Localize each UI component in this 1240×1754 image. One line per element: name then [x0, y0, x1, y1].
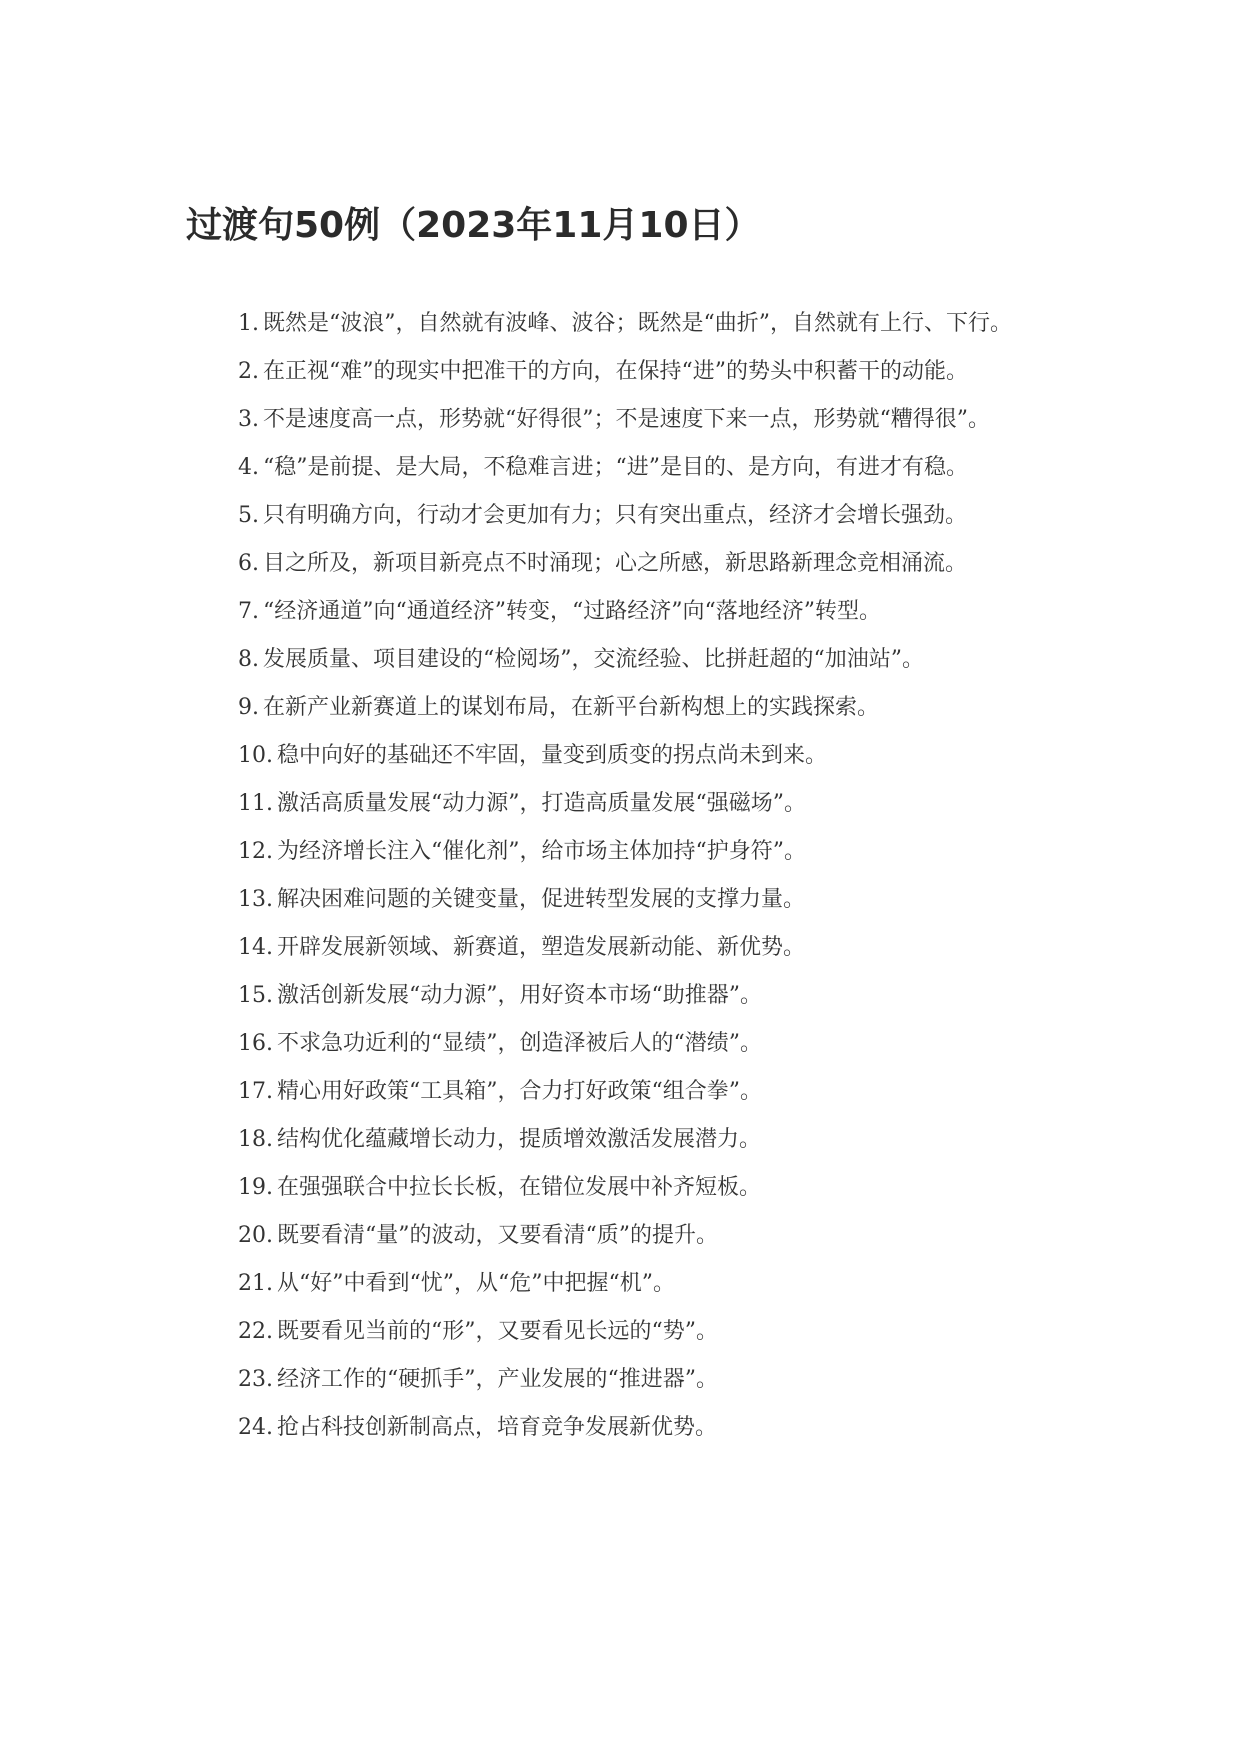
item-text: “稳”是前提、是大局，不稳难言进；“进”是目的、是方向，有进才有稳。 — [263, 455, 968, 480]
item-number: 15. — [238, 983, 273, 1008]
list-item — [186, 1412, 1054, 1444]
item-number: 2. — [238, 359, 259, 384]
page-title: 过渡句50例（2023年11月10日） — [186, 205, 761, 246]
list-item — [186, 932, 1054, 964]
item-number: 5. — [238, 503, 259, 528]
item-text: 经济工作的“硬抓手”，产业发展的“推进器”。 — [277, 1367, 718, 1392]
item-number: 1. — [238, 311, 259, 336]
list-item — [186, 1268, 1054, 1300]
item-text: 激活创新发展“动力源”，用好资本市场“助推器”。 — [277, 983, 762, 1008]
item-number: 16. — [238, 1031, 273, 1056]
item-list — [186, 308, 1054, 1460]
item-number: 11. — [238, 791, 273, 816]
item-number: 13. — [238, 887, 273, 912]
item-number: 21. — [238, 1271, 273, 1296]
list-item — [186, 884, 1054, 916]
item-text: 解决困难问题的关键变量，促进转型发展的支撑力量。 — [277, 887, 806, 912]
list-item — [186, 452, 1054, 484]
item-text: 开辟发展新领域、新赛道，塑造发展新动能、新优势。 — [277, 935, 806, 960]
list-item — [186, 596, 1054, 628]
list-item — [186, 500, 1054, 532]
item-number: 4. — [238, 455, 259, 480]
list-item — [186, 356, 1054, 388]
item-text: 发展质量、项目建设的“检阅场”，交流经验、比拼赶超的“加油站”。 — [263, 647, 924, 672]
list-item — [186, 740, 1054, 772]
item-text: 目之所及，新项目新亮点不时涌现；心之所感，新思路新理念竞相涌流。 — [263, 551, 968, 576]
item-text: 在新产业新赛道上的谋划布局，在新平台新构想上的实践探索。 — [263, 695, 880, 720]
list-item — [186, 308, 1054, 340]
item-text: 激活高质量发展“动力源”，打造高质量发展“强磁场”。 — [277, 791, 806, 816]
item-text: 精心用好政策“工具箱”，合力打好政策“组合拳”。 — [277, 1079, 762, 1104]
list-item — [186, 1028, 1054, 1060]
item-number: 6. — [238, 551, 259, 576]
list-item — [186, 548, 1054, 580]
item-text: 为经济增长注入“催化剂”，给市场主体加持“护身符”。 — [277, 839, 806, 864]
item-text: 抢占科技创新制高点，培育竞争发展新优势。 — [277, 1415, 718, 1440]
list-item — [186, 1124, 1054, 1156]
item-number: 3. — [238, 407, 259, 432]
list-item — [186, 1316, 1054, 1348]
item-text: 只有明确方向，行动才会更加有力；只有突出重点，经济才会增长强劲。 — [263, 503, 968, 528]
item-text: 在正视“难”的现实中把准干的方向，在保持“进”的势头中积蓄干的动能。 — [263, 359, 968, 384]
list-item — [186, 644, 1054, 676]
item-text: 稳中向好的基础还不牢固，量变到质变的拐点尚未到来。 — [277, 743, 828, 768]
item-number: 9. — [238, 695, 259, 720]
item-text: 既然是“波浪”，自然就有波峰、波谷；既然是“曲折”，自然就有上行、下行。 — [263, 311, 1012, 336]
item-text: 在强强联合中拉长长板，在错位发展中补齐短板。 — [277, 1175, 762, 1200]
item-number: 10. — [238, 743, 273, 768]
item-number: 8. — [238, 647, 259, 672]
list-item — [186, 1172, 1054, 1204]
item-text: 不是速度高一点，形势就“好得很”；不是速度下来一点，形势就“糟得很”。 — [263, 407, 990, 432]
item-text: 既要看见当前的“形”，又要看见长远的“势”。 — [277, 1319, 718, 1344]
item-text: 从“好”中看到“忧”，从“危”中把握“机”。 — [277, 1271, 675, 1296]
list-item — [186, 980, 1054, 1012]
list-item — [186, 836, 1054, 868]
item-number: 14. — [238, 935, 273, 960]
list-item — [186, 788, 1054, 820]
item-text: “经济通道”向“通道经济”转变，“过路经济”向“落地经济”转型。 — [263, 599, 881, 624]
list-item — [186, 1076, 1054, 1108]
list-item — [186, 692, 1054, 724]
list-item — [186, 1364, 1054, 1396]
item-number: 20. — [238, 1223, 273, 1248]
item-text: 结构优化蕴藏增长动力，提质增效激活发展潜力。 — [277, 1127, 762, 1152]
item-number: 17. — [238, 1079, 273, 1104]
item-number: 18. — [238, 1127, 273, 1152]
list-item — [186, 404, 1054, 436]
item-number: 19. — [238, 1175, 273, 1200]
item-text: 不求急功近利的“显绩”，创造泽被后人的“潜绩”。 — [277, 1031, 762, 1056]
item-number: 7. — [238, 599, 259, 624]
item-number: 22. — [238, 1319, 273, 1344]
item-number: 24. — [238, 1415, 273, 1440]
item-number: 23. — [238, 1367, 273, 1392]
list-item — [186, 1220, 1054, 1252]
item-text: 既要看清“量”的波动，又要看清“质”的提升。 — [277, 1223, 718, 1248]
item-number: 12. — [238, 839, 273, 864]
